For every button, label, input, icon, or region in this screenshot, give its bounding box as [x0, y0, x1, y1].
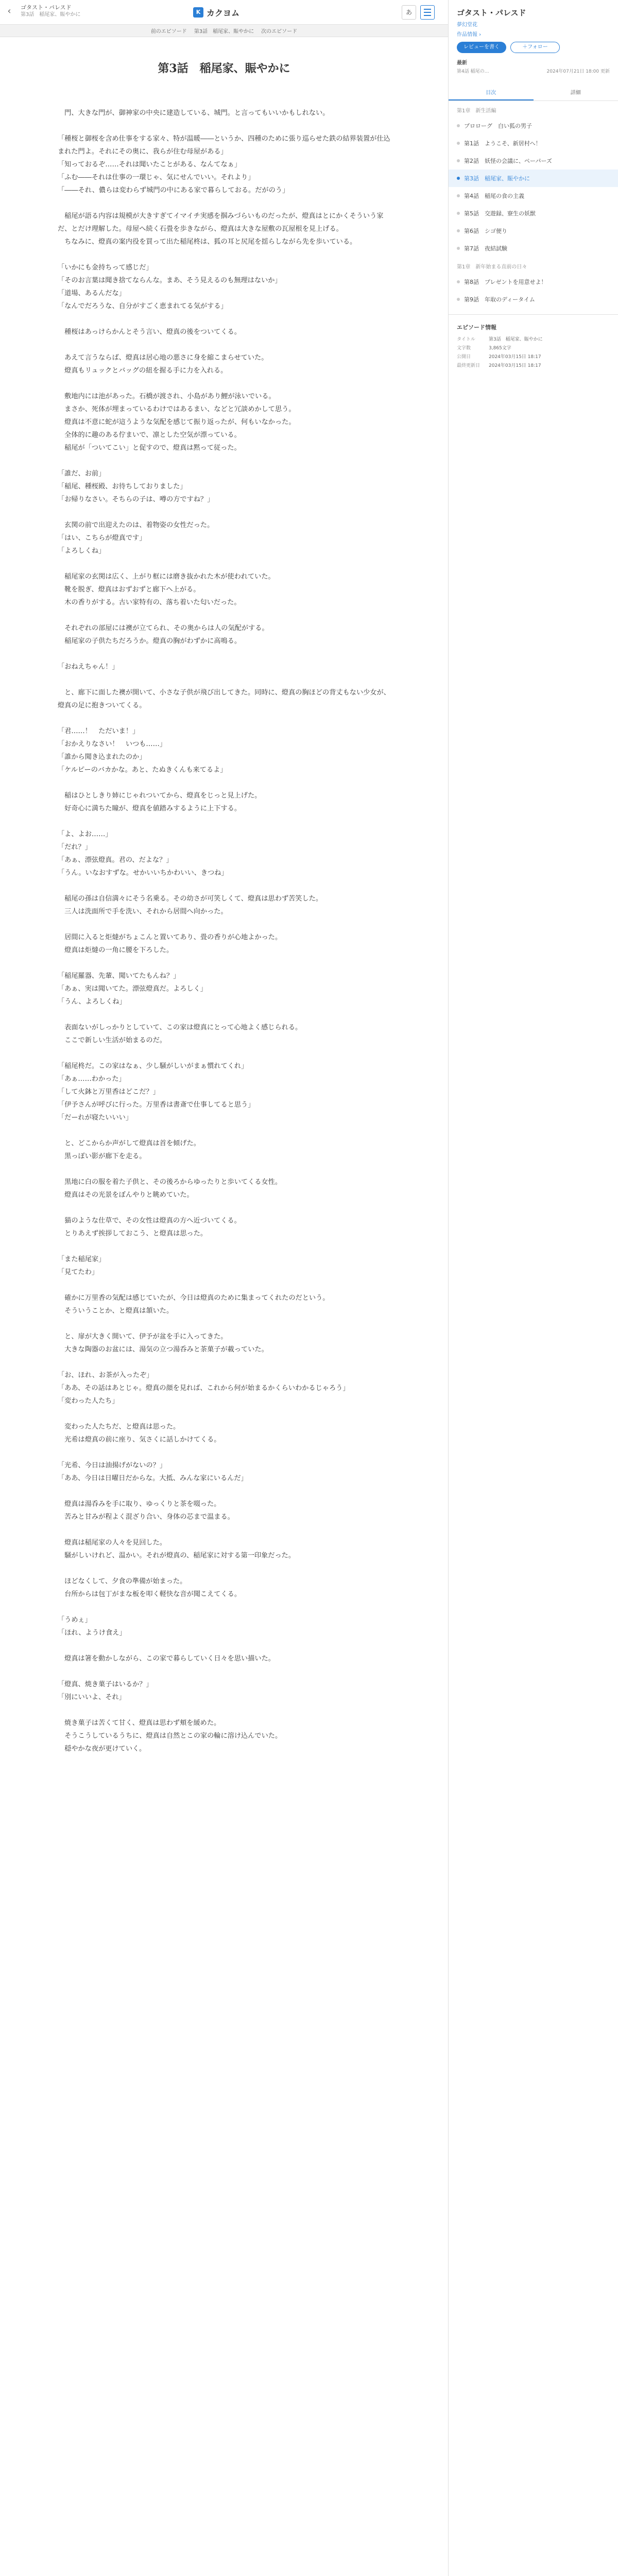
toc-item-label: 第8話 プレゼントを用意せよ！: [464, 279, 547, 285]
back-arrow-icon[interactable]: ‹: [7, 6, 11, 16]
paragraph: 「――それ、儂らは変わらず城門の中にある家で暮らしておる。だがのう」: [58, 187, 289, 194]
next-episode-link[interactable]: 次のエピソード: [261, 29, 298, 35]
toc-item[interactable]: [449, 134, 618, 152]
paragraph: ほどなくして、夕食の準備が始まった。: [58, 1578, 187, 1585]
paragraph-gap: [58, 712, 390, 725]
paragraph: それぞれの部屋には襖が立てられ、その奥からは人の気配がする。: [58, 624, 269, 632]
paragraph-gap: [58, 1279, 390, 1292]
paragraph: 確かに万里香の気配は感じていたが、今日は燈真のために集まってくれたのだという。: [58, 1294, 330, 1302]
current-episode-label: 第3話 稲尾家、賑やかに: [194, 29, 254, 35]
paragraph: 「燈真、焼き菓子はいるか？」: [58, 1681, 153, 1688]
toc-item-label: 第4話 稲尾の食の主義: [464, 193, 524, 199]
paragraph: 「あぁ、漂弦燈真。君の、だよな？」: [58, 856, 173, 864]
toc-item[interactable]: [449, 222, 618, 240]
paragraph-gap: [58, 609, 390, 622]
paragraph: 台所からは包丁がまな板を叩く軽快な音が聞こえてくる。: [58, 1590, 242, 1598]
paragraph-gap: [58, 1665, 390, 1678]
toc-item-label: 第3話 稲尾家、賑やかに: [464, 175, 530, 182]
paragraph-gap: [58, 338, 390, 351]
bullet-icon: [457, 247, 460, 250]
paragraph: 「ケルピーのバカかな。あと、たぬきくんも来てるよ」: [58, 766, 227, 774]
paragraph: 稲尾の孫は自信満々にそう名乗る。その幼さが可笑しくて、燈真は思わず苦笑した。: [58, 895, 323, 903]
logo-text: カクヨム: [207, 8, 240, 18]
paragraph: 「お帰りなさい。そちらの子は、噂の方ですね？」: [58, 496, 214, 503]
info-value: 第3話 稲尾家、賑やかに: [489, 337, 543, 342]
text-settings-button[interactable]: あ: [402, 5, 416, 20]
bullet-icon: [457, 142, 460, 145]
work-info[interactable]: [21, 4, 154, 19]
paragraph: 「稲尾羅器、先輩、聞いてたもんね？」: [58, 972, 180, 980]
paragraph: 「あぁ……わかった」: [58, 1075, 126, 1083]
paragraph: 稲はひとしきり姉にじゃれついてから、燈真をじっと見上げた。: [58, 792, 262, 800]
info-row: [449, 352, 618, 361]
paragraph: 「光希、今日は油揚げがないの？」: [58, 1462, 166, 1469]
paragraph: 焼き菓子は苦くて甘く、燈真は思わず頬を緩めた。: [58, 1719, 221, 1727]
paragraph: 「稲尾、種桜殿、お待ちしておりました」: [58, 483, 187, 490]
paragraph: 稲尾が「ついてこい」と促すので、燈真は黙って従った。: [58, 444, 241, 452]
sidebar-header: [449, 0, 618, 79]
paragraph: 「そのお言葉は聞き捨てならんな。まあ、そう見えるのも無理はないか」: [58, 277, 282, 284]
work-title[interactable]: ゴタスト・パレスド: [21, 4, 72, 11]
bullet-icon: [457, 177, 460, 180]
menu-icon-bar: [424, 9, 431, 10]
reading-area: [0, 37, 448, 2576]
bullet-icon: [457, 298, 460, 301]
tab-toc[interactable]: 目次: [449, 84, 534, 100]
info-key: 公開日: [457, 354, 471, 360]
paragraph: 「だーれが寝たいいい」: [58, 1114, 133, 1122]
info-row: [449, 361, 618, 369]
toc-item[interactable]: [449, 187, 618, 205]
toc-item-label: 第1話 ようこそ、新居村へ！: [464, 140, 541, 147]
paragraph: と、扉が大きく開いて、伊予が盆を手に入ってきた。: [58, 1333, 228, 1341]
paragraph-gap: [58, 648, 390, 660]
paragraph: 燈真もリュックとバッグの紐を握る手に力を入れる。: [58, 367, 228, 375]
paragraph: 「お、ほれ、お茶が入ったぞ」: [58, 1371, 153, 1379]
site-logo[interactable]: [193, 6, 239, 19]
paragraph: 「君……！ ただいま！」: [58, 727, 140, 735]
paragraph: 「おねえちゃん！」: [58, 663, 119, 671]
bullet-icon: [457, 280, 460, 283]
paragraph-gap: [58, 197, 390, 210]
paragraph-gap: [58, 377, 390, 390]
paragraph-gap: [58, 313, 390, 326]
paragraph-gap: [58, 815, 390, 828]
paragraph-gap: [58, 918, 390, 931]
info-value: 3,865文字: [489, 346, 511, 351]
episode-title: 第3話 稲尾家、賑やかに: [158, 62, 290, 75]
info-row: [449, 334, 618, 343]
paragraph: そうこうしているうちに、燈真は自然とこの家の輪に溶け込んでいた。: [58, 1732, 282, 1740]
paragraph: 玄関の前で出迎えたのは、着物姿の女性だった。: [58, 521, 214, 529]
paragraph: 稲尾が語る内容は規模が大きすぎてイマイチ実感を掴みづらいものだったが、燈真はとにかくそういう家だ、とだけ理解した。母屋へ続く石畳を歩きながら、燈真は大きな屋敷の瓦屋根を見上げる。: [58, 212, 384, 233]
paragraph-gap: [58, 1201, 390, 1214]
paragraph: 「いかにも金持ちって感じだ」: [58, 264, 153, 272]
paragraph: 表面ないがしっかりとしていて、この家は燈真にとって心地よく感じられる。: [58, 1024, 302, 1031]
toc-item-label: 第2話 妖怪の会議に、ペーパーズ: [464, 158, 552, 164]
paragraph-gap: [58, 776, 390, 789]
work-info-link[interactable]: 作品情報 ›: [457, 32, 482, 38]
paragraph-gap: [58, 1485, 390, 1498]
sidebar-tabs: [449, 84, 618, 101]
paragraph: 燈真は湯呑みを手に取り、ゆっくりと茶を啜った。: [58, 1500, 221, 1508]
current-episode-subtitle: 第3話 稲尾家、賑やかに: [21, 12, 81, 18]
latest-date: 2024年07月21日 18:00 更新: [546, 69, 610, 74]
toc-item[interactable]: [449, 291, 618, 308]
paragraph: ここで新しい生活が始まるのだ。: [58, 1037, 166, 1044]
paragraph: 猫のような仕草で、その女性は燈真の方へ近づいてくる。: [58, 1217, 241, 1225]
paragraph: 「だれ？」: [58, 843, 92, 851]
paragraph: 三人は洗面所で手を洗い、それから居間へ向かった。: [58, 908, 228, 916]
info-key: 文字数: [457, 346, 471, 351]
paragraph: 好奇心に満ちた瞳が、燈真を値踏みするように上下する。: [58, 805, 242, 812]
episode-body: [58, 107, 390, 1755]
paragraph-gap: [58, 1356, 390, 1369]
paragraph-gap: [58, 1047, 390, 1060]
paragraph: 「あぁ、実は聞いてた。漂弦燈真だ。よろしく」: [58, 985, 207, 993]
bullet-icon: [457, 194, 460, 197]
sidebar-author[interactable]: 夢幻堂花: [457, 22, 477, 28]
paragraph: 種桜はあっけらかんとそう言い、燈真の後をついてくる。: [58, 328, 241, 336]
toc-item[interactable]: [449, 240, 618, 257]
paragraph: 居間に入ると炬燵がちょこんと置いてあり、畳の香りが心地よかった。: [58, 934, 282, 941]
paragraph-gap: [58, 957, 390, 970]
bullet-icon: [457, 159, 460, 162]
toc-item-label: 第7話 夜結試験: [464, 245, 507, 252]
paragraph: 光希は燈真の前に座り、気さくに話しかけてくる。: [58, 1436, 221, 1444]
follow-button[interactable]: ＋フォロー: [510, 42, 560, 53]
paragraph-gap: [58, 557, 390, 570]
paragraph: あえて言うならば、燈真は居心地の悪さに身を縮こまらせていた。: [58, 354, 268, 362]
paragraph: 「見てたわ」: [58, 1268, 99, 1276]
paragraph-gap: [58, 1704, 390, 1717]
paragraph: と、どこからか声がして燈真は首を傾げた。: [58, 1140, 200, 1147]
toc-item-label: 第6話 シゴ便り: [464, 228, 507, 234]
menu-icon-bar: [424, 15, 431, 16]
menu-button[interactable]: [420, 5, 435, 20]
paragraph: そういうことか、と燈真は頷いた。: [58, 1307, 174, 1315]
info-value: 2024年03月15日 18:17: [489, 354, 541, 360]
paragraph-gap: [58, 1240, 390, 1253]
sidebar-buttons: [457, 42, 610, 53]
paragraph-gap: [58, 1446, 390, 1459]
paragraph: 穏やかな夜が更けていく。: [58, 1745, 146, 1753]
info-value: 2024年03月15日 18:17: [489, 363, 541, 368]
paragraph: 靴を脱ぎ、燈真はおずおずと廊下へ上がる。: [58, 586, 200, 594]
paragraph: 「うめぇ」: [58, 1616, 92, 1624]
paragraph-gap: [58, 506, 390, 519]
paragraph: 敷地内には池があった。石橋が渡され、小島があり鯉が泳いでいる。: [58, 393, 276, 400]
paragraph: 「また稲尾家」: [58, 1256, 106, 1263]
paragraph: 「知っておるぞ……それは聞いたことがある、なんてなぁ」: [58, 161, 242, 168]
paragraph: 「なんでだろうな、自分がすごく恵まれてる気がする」: [58, 302, 228, 310]
paragraph: と、廊下に面した襖が開いて、小さな子供が飛び出してきた。同時に、燈真の胸ほどの背丈もない少女が、燈真の足に抱きついてくる。: [58, 689, 390, 709]
paragraph: 「誰から聞き込まれたのか」: [58, 753, 146, 761]
bullet-icon: [457, 212, 460, 215]
paragraph: 燈真は稲尾家の人々を見回した。: [58, 1539, 166, 1547]
paragraph: 黒っぽい影が廊下を走る。: [58, 1153, 146, 1160]
info-key: 最終更新日: [457, 363, 480, 368]
paragraph-gap: [58, 1317, 390, 1330]
paragraph: 「誰だ、お前」: [58, 470, 106, 478]
info-row: [449, 343, 618, 352]
paragraph: 「変わった人たち」: [58, 1397, 119, 1405]
paragraph: まさか、死体が埋まっているわけではあるまい、などと冗談めかして思う。: [58, 405, 296, 413]
paragraph: 門、大きな門が、御神家の中央に建造している、城門。と言ってもいいかもしれない。: [58, 109, 330, 117]
paragraph: 燈真は箸を動かしながら、この家で暮らしていく日々を思い描いた。: [58, 1655, 275, 1663]
paragraph-gap: [58, 248, 390, 261]
paragraph-gap: [58, 1124, 390, 1137]
bullet-icon: [457, 229, 460, 232]
toc-item-label: 第9話 年取のディータイム: [464, 296, 535, 303]
paragraph: 「種桜と御桜を含め仕事をする家々、特が温暖――というか、四種のために張り巡らせた鉄の結界装置が仕込まれた門よ。それにその奥に、我らが住む母屋がある」: [58, 135, 390, 156]
paragraph-gap: [58, 1639, 390, 1652]
paragraph: 稲尾家の玄関は広く、上がり框には磨き抜かれた木が使われていた。: [58, 573, 275, 581]
episode-info: [449, 334, 618, 369]
logo-icon: K: [193, 7, 203, 18]
latest-row[interactable]: [457, 67, 610, 74]
latest-episode[interactable]: 第4話 稲尾の…: [457, 69, 489, 74]
header-actions: [402, 5, 435, 20]
paragraph: 「よろしくね」: [58, 547, 106, 555]
paragraph: 燈真は不意に蛇が這うような気配を感じて振り返ったが、何もいなかった。: [58, 418, 296, 426]
paragraph: 変わった人たちだ、と燈真は思った。: [58, 1423, 180, 1431]
paragraph: 「道場、あるんだな」: [58, 290, 126, 297]
paragraph: 「うん、よろしくね」: [58, 998, 126, 1006]
paragraph: 燈真は炬燵の一角に腰を下ろした。: [58, 946, 174, 954]
episode-info-heading: エピソード情報: [449, 314, 618, 334]
paragraph-gap: [58, 120, 390, 132]
paragraph: 「おかえりなさい！ いつも……」: [58, 740, 166, 748]
paragraph: 「ふむ――それは仕事の一環じゃ、気にせんでいい。それより」: [58, 174, 255, 181]
paragraph-gap: [58, 879, 390, 892]
paragraph: 全体的に趣のある佇まいで、凛とした空気が漂っている。: [58, 431, 241, 439]
prev-episode-link[interactable]: 前のエピソード: [150, 29, 187, 35]
toc-item[interactable]: [449, 152, 618, 170]
paragraph: とりあえず挨拶しておこう、と燈真は思った。: [58, 1230, 208, 1238]
paragraph: 大きな陶器のお盆には、湯気の立つ湯呑みと茶菓子が載っていた。: [58, 1346, 268, 1353]
toc-item-label: 第5話 交遊録、寮生の妖獣: [464, 210, 536, 217]
table-of-contents: [449, 101, 618, 308]
paragraph-gap: [58, 1562, 390, 1575]
paragraph: 騒がしいけれど、温かい。それが燈真の、稲尾家に対する第一印象だった。: [58, 1552, 296, 1560]
paragraph-gap: [58, 1163, 390, 1176]
paragraph: 「伊予さんが呼びに行った。万里香は書斎で仕事してると思う」: [58, 1101, 255, 1109]
episode-nav: [0, 25, 448, 37]
toc-item[interactable]: [449, 205, 618, 222]
info-key: タイトル: [457, 337, 475, 342]
paragraph: 「はい、こちらが燈真です」: [58, 534, 146, 542]
paragraph: 木の香りがする。古い家特有の、落ち着いた匂いだった。: [58, 599, 241, 606]
toc-item[interactable]: [449, 273, 618, 291]
tab-details[interactable]: 詳細: [570, 90, 581, 96]
top-header: [0, 0, 448, 25]
paragraph: ちなみに、燈真の案内役を買って出た稲尾柊は、狐の耳と尻尾を揺らしながら先を歩いている。: [58, 238, 357, 246]
paragraph-gap: [58, 454, 390, 467]
paragraph-gap: [58, 673, 390, 686]
paragraph: 「ああ、今日は日曜日だからな。大抵、みんな家にいるんだ」: [58, 1475, 248, 1482]
paragraph: 苦みと甘みが程よく混ざり合い、身体の芯まで温まる。: [58, 1513, 234, 1521]
toc-chapter-heading: 第1章 新生活編: [457, 108, 496, 114]
bullet-icon: [457, 124, 460, 127]
paragraph-gap: [58, 1408, 390, 1420]
toc-item[interactable]: [449, 117, 618, 134]
paragraph: 「ああ、その話はあとじゃ。燈真の顔を見れば、これから何が始まるかくらいわかるじゃろう」: [58, 1384, 350, 1392]
paragraph-gap: [58, 1601, 390, 1614]
latest-label: 最新: [457, 60, 467, 66]
toc-chapter-heading: 第1章 新年始まる直前の日々: [457, 264, 527, 270]
paragraph-gap: [58, 1008, 390, 1021]
paragraph: 稲尾家の子供たちだろうか。燈真の胸がわずかに高鳴る。: [58, 637, 242, 645]
paragraph: 「よ、よお……」: [58, 831, 112, 838]
toc-item-current[interactable]: [449, 170, 618, 187]
paragraph: 「稲尾柊だ。この家はなぁ、少し騒がしいがまぁ慣れてくれ」: [58, 1062, 248, 1070]
paragraph: 「ほれ、ようけ食え」: [58, 1629, 126, 1637]
paragraph: 「して火鉢と万里香はどこだ？」: [58, 1088, 160, 1096]
paragraph: 燈真はその光景をぼんやりと眺めていた。: [58, 1191, 194, 1199]
write-review-button[interactable]: レビューを書く: [457, 42, 506, 53]
paragraph-gap: [58, 1523, 390, 1536]
toc-item-label: プロローグ 白い狐の男子: [464, 123, 532, 129]
paragraph: 「うん。いなおすずな。せかいいちかわいい、きつね」: [58, 869, 228, 877]
sidebar: [448, 0, 618, 2576]
paragraph: 黒地に白の服を着た子供と、その後ろからゆったりと歩いてくる女性。: [58, 1178, 282, 1186]
paragraph: 「別にいいよ、それ」: [58, 1693, 126, 1701]
sidebar-work-title[interactable]: ゴタスト・パレスド: [457, 8, 526, 18]
menu-icon-bar: [424, 12, 431, 13]
